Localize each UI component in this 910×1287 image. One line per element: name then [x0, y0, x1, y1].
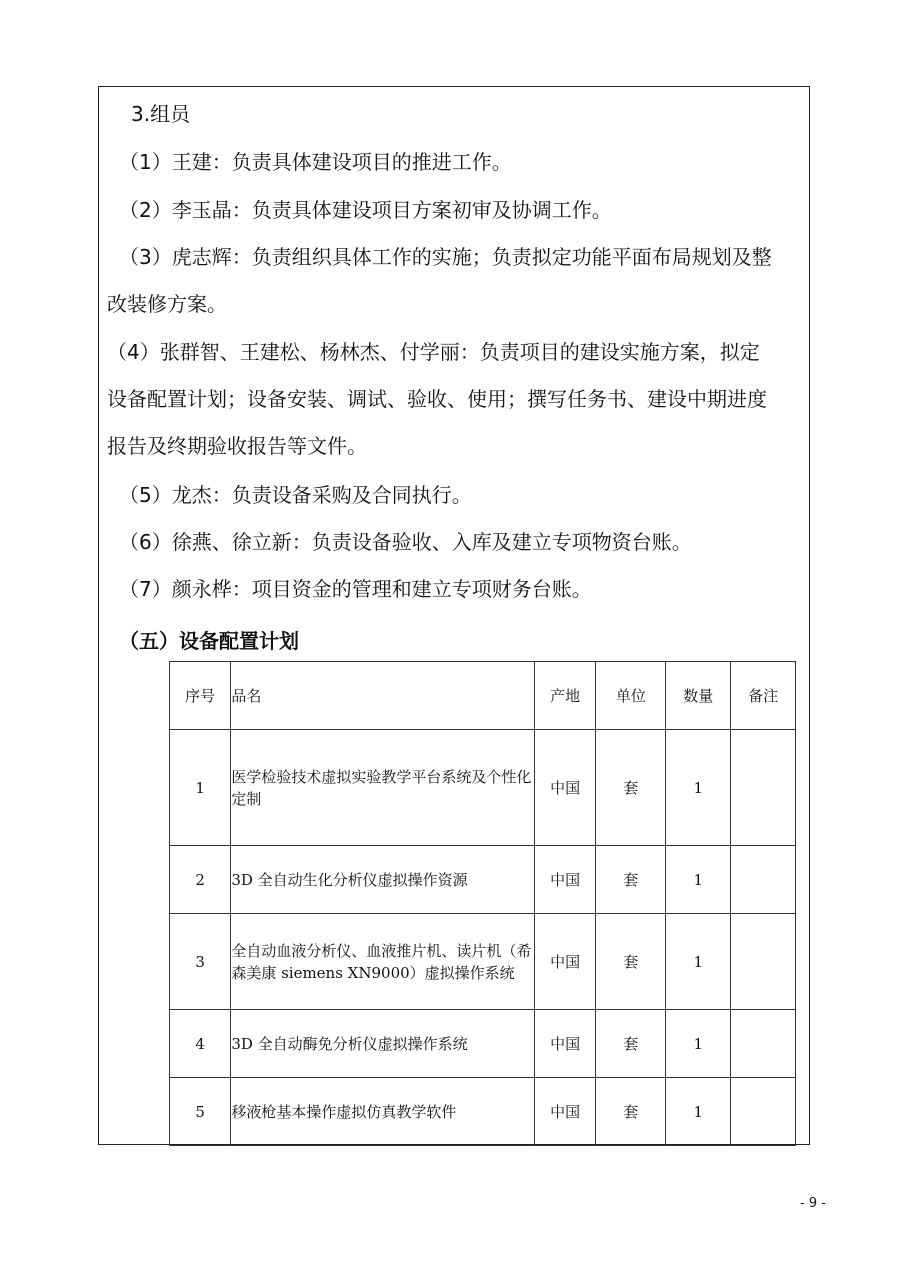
cell-qty: 1	[666, 1010, 731, 1078]
cell-note	[731, 730, 796, 846]
cell-no: 4	[170, 1010, 231, 1078]
member-line: （6）徐燕、徐立新：负责设备验收、入库及建立专项物资台账。	[119, 530, 692, 554]
table-row	[170, 1078, 796, 1146]
table-row	[170, 846, 796, 914]
member-line: 设备配置计划；设备安装、调试、验收、使用；撰写任务书、建设中期进度	[107, 387, 767, 411]
header-note: 备注	[731, 662, 796, 730]
table-header-row	[170, 662, 796, 730]
cell-qty: 1	[666, 846, 731, 914]
member-line: 报告及终期验收报告等文件。	[107, 434, 367, 458]
equipment-table	[169, 661, 796, 1146]
cell-note	[731, 1010, 796, 1078]
cell-note	[731, 1078, 796, 1146]
cell-origin: 中国	[535, 846, 596, 914]
header-origin: 产地	[535, 662, 596, 730]
member-line: （3）虎志辉：负责组织具体工作的实施；负责拟定功能平面布局规划及整	[119, 245, 772, 269]
header-name: 品名	[231, 662, 535, 730]
cell-unit: 套	[596, 1078, 666, 1146]
cell-qty: 1	[666, 730, 731, 846]
document-frame	[98, 86, 810, 1145]
member-line: （5）龙杰：负责设备采购及合同执行。	[119, 483, 472, 507]
cell-origin: 中国	[535, 730, 596, 846]
cell-name: 3D 全自动生化分析仪虚拟操作资源	[231, 846, 535, 914]
table-row	[170, 730, 796, 846]
cell-note	[731, 914, 796, 1010]
page-number: - 9 -	[800, 1196, 826, 1211]
cell-unit: 套	[596, 846, 666, 914]
cell-unit: 套	[596, 914, 666, 1010]
header-unit: 单位	[596, 662, 666, 730]
cell-name: 医学检验技术虚拟实验教学平台系统及个性化定制	[231, 730, 535, 846]
cell-unit: 套	[596, 1010, 666, 1078]
cell-unit: 套	[596, 730, 666, 846]
cell-name: 3D 全自动酶免分析仪虚拟操作系统	[231, 1010, 535, 1078]
header-no: 序号	[170, 662, 231, 730]
plan-heading: （五）设备配置计划	[119, 629, 299, 653]
cell-no: 2	[170, 846, 231, 914]
cell-origin: 中国	[535, 1010, 596, 1078]
member-line: （7）颜永桦：项目资金的管理和建立专项财务台账。	[119, 577, 592, 601]
member-line: （4）张群智、王建松、杨林杰、付学丽：负责项目的建设实施方案，拟定	[107, 340, 760, 364]
cell-note	[731, 846, 796, 914]
table-row	[170, 914, 796, 1010]
cell-no: 5	[170, 1078, 231, 1146]
cell-qty: 1	[666, 1078, 731, 1146]
cell-no: 1	[170, 730, 231, 846]
cell-origin: 中国	[535, 914, 596, 1010]
header-qty: 数量	[666, 662, 731, 730]
cell-name: 移液枪基本操作虚拟仿真教学软件	[231, 1078, 535, 1146]
cell-qty: 1	[666, 914, 731, 1010]
section-title: 3.组员	[131, 102, 191, 126]
cell-name: 全自动血液分析仪、血液推片机、读片机（希森美康 siemens XN9000）虚拟操作系统	[231, 914, 535, 1010]
member-line: （2）李玉晶：负责具体建设项目方案初审及协调工作。	[119, 198, 612, 222]
cell-origin: 中国	[535, 1078, 596, 1146]
member-line: （1）王建：负责具体建设项目的推进工作。	[119, 150, 512, 174]
cell-no: 3	[170, 914, 231, 1010]
member-line: 改装修方案。	[107, 292, 227, 316]
table-row	[170, 1010, 796, 1078]
